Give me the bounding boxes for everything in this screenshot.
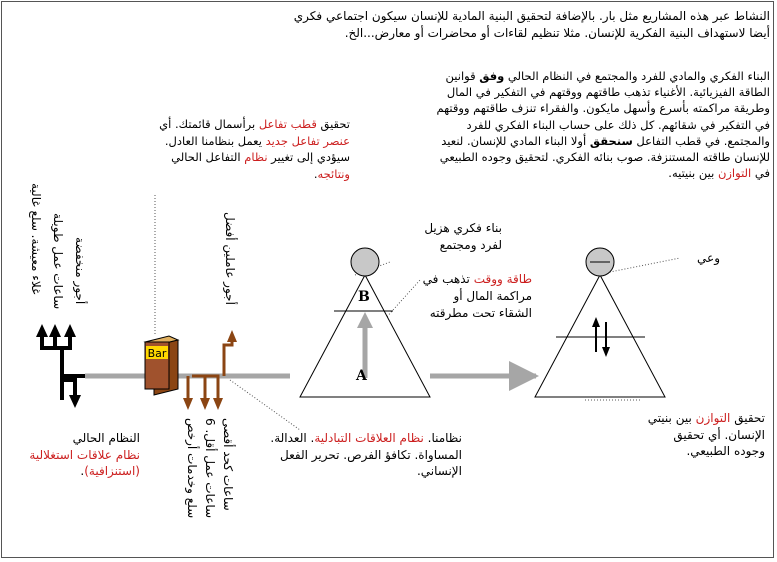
intro-line-1: النشاط عبر هذه المشاريع مثل بار. بالإضافة لتحقيق البنية المادية للإنسان سيكون اجتماعي فكري [293, 9, 770, 23]
black-arrowheads [36, 324, 81, 408]
intro-text [270, 8, 770, 41]
weak-build-text: بناء فكري هزيل لفرد ومجتمع [424, 221, 502, 252]
better-wages-label: أجور عاملين أفضل [223, 212, 237, 305]
awareness-label: وعي [697, 251, 720, 265]
label-b: B [358, 289, 370, 305]
bar-label: Bar [147, 347, 167, 360]
our-system-text: نظامنا. نظام العلاقات التبادلية. العدالة. المساواة. تكافؤ الفرص. تحرير الفعل الإنساني. [270, 431, 462, 478]
triangle-balanced [535, 248, 665, 397]
brown-arrowheads [183, 330, 237, 410]
label-a: A [356, 368, 367, 384]
current-system-text: النظام الحالي نظام علاقات استغلالية (استنزافية). [29, 431, 140, 478]
left-label-hours: ساعات عمل طويلة [51, 213, 65, 310]
cheaper-goods-label: سلع وخدمات أرخص [185, 418, 199, 519]
fewer-hours-label: ساعات عمل أقل. 6 [203, 418, 217, 519]
left-label-cost: غلاء معيشة. سلع غالية [29, 183, 43, 295]
left-label-wages: أجور منخفضة [73, 237, 87, 305]
bar-icon [145, 336, 178, 395]
max-hours-label: ساعات كحد أقصى [221, 418, 235, 511]
brown-arrows [188, 340, 232, 398]
intro-line-2: أيضا لاستهداف البنية الفكرية للإنسان. مثلا تنظيم لقاءات أو محاضرات أو معارض...الخ. [344, 25, 770, 40]
current-system-arrows [42, 335, 85, 400]
balance-paragraph: البناء الفكري والمادي للفرد والمجتمع في النظام الحالي وفق قوانين الطاقة الفيزيائية. الأغنياء تذهب طاقتهم ووقتهم في التفكير في المال وطريقة مراكمته بأسرع وأسهل مايكون. والفقراء تنزف طاقتهم ووقتهم في التفكير في شقائهم. كل ذلك على حساب البناء الفكري للفرد والمجتمع. في قطب التفاعل سنحقق أولا البناء المادي للإنسان. لنعيد للإنسان طاقته المستنزفة. صوب بنائه الفكري. لتحقيق وجوده الطبيعي في التوازن بين بنيتيه. [436, 69, 770, 181]
achieve-balance-text: تحقيق التوازن بين بنيتي الإنسان. أي تحقيق وجوده الطبيعي. [647, 411, 765, 458]
pole-paragraph: تحقيق قطب تفاعل برأسمال قائمتك. أي عنصر تفاعل جديد يعمل بنظامنا العادل. سيؤدي إلى تغيير نظام التفاعل الحالي ونتائجه. [159, 117, 350, 181]
energy-text: طاقة ووقت تذهب في مراكمة المال أو الشقاء تحت مطرقته [422, 272, 532, 320]
